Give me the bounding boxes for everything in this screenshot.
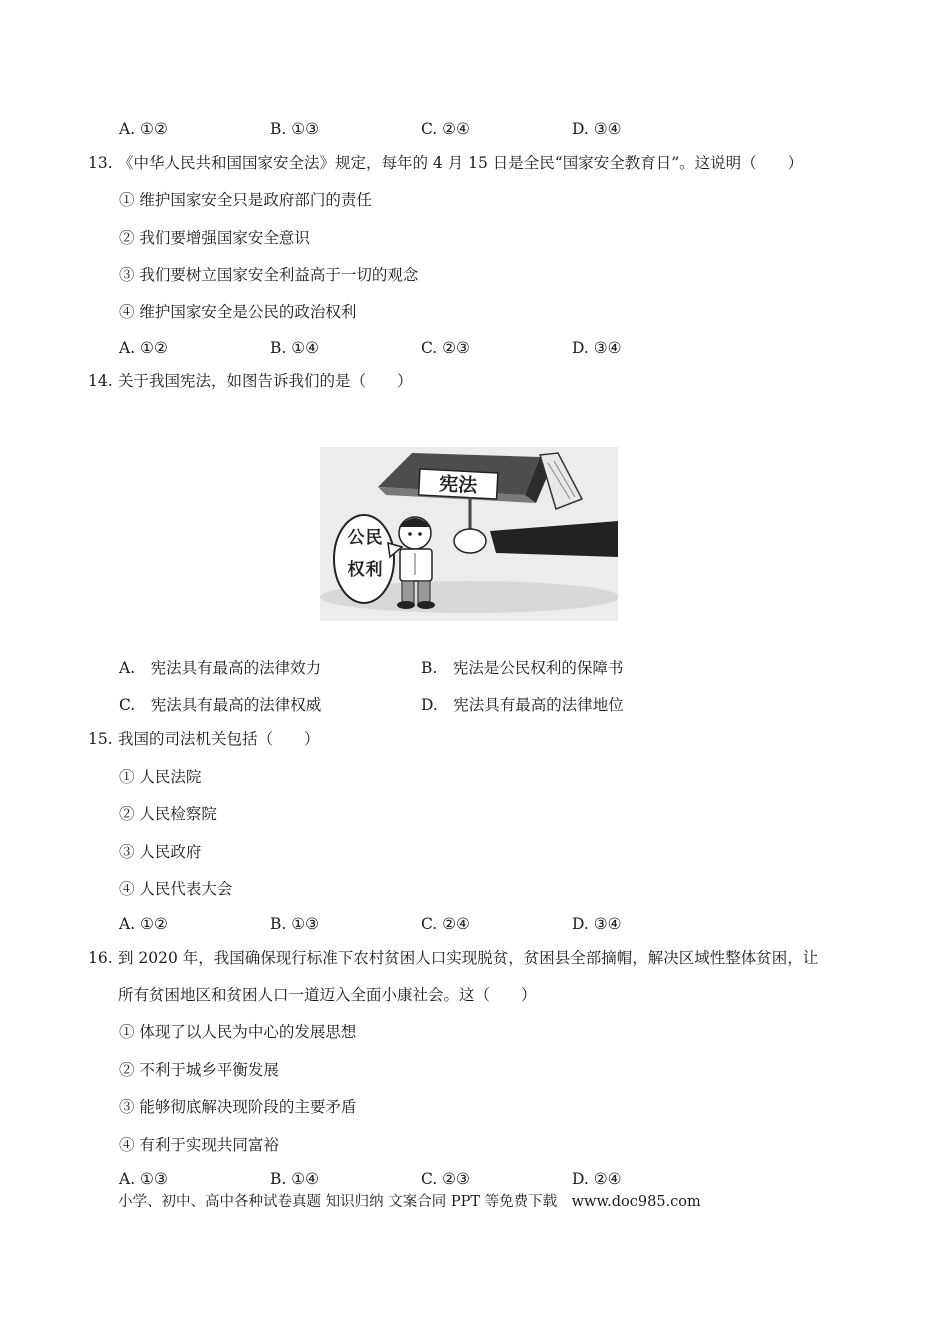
- q16-option-a: A. ①③: [119, 1170, 168, 1188]
- bubble-char-3: 权: [347, 560, 365, 580]
- bubble-char-2: 民: [365, 528, 383, 548]
- q13-item-4: ④ 维护国家安全是公民的政治权利: [119, 303, 357, 321]
- q14-option-a: A. 宪法具有最高的法律效力: [119, 659, 322, 677]
- q16-stem-line-1: 到 2020 年，我国确保现行标准下农村贫困人口实现脱贫，贫困县全部摘帽，解决区域性整体贫困，让: [118, 949, 819, 967]
- q15-stem: 我国的司法机关包括（ ）: [118, 730, 320, 748]
- q12-option-b: B. ①③: [270, 120, 320, 138]
- q16-option-b: B. ①④: [270, 1170, 320, 1188]
- q12-option-a: A. ①②: [119, 120, 168, 138]
- umbrella-text: 宪法: [438, 473, 478, 498]
- q12-option-c: C. ②④: [421, 120, 470, 138]
- q15-item-3: ③ 人民政府: [119, 843, 202, 861]
- q15-number: 15.: [88, 730, 113, 748]
- q16-item-1: ① 体现了以人民为中心的发展思想: [119, 1023, 357, 1041]
- q15-item-4: ④ 人民代表大会: [119, 880, 233, 898]
- q16-stem-line-2: 所有贫困地区和贫困人口一道迈入全面小康社会。这（ ）: [118, 986, 537, 1004]
- q14-option-b: B. 宪法是公民权利的保障书: [421, 659, 624, 677]
- q13-option-c: C. ②③: [421, 339, 470, 357]
- q14-option-d: D. 宪法具有最高的法律地位: [421, 696, 624, 714]
- q16-item-3: ③ 能够彻底解决现阶段的主要矛盾: [119, 1098, 357, 1116]
- page-footer: 小学、初中、高中各种试卷真题 知识归纳 文案合同 PPT 等免费下载 www.doc985.com: [118, 1194, 701, 1210]
- q16-option-d: D. ②④: [572, 1170, 622, 1188]
- q14-stem: 关于我国宪法，如图告诉我们的是（ ）: [118, 372, 413, 390]
- constitution-cartoon-image: [320, 447, 618, 621]
- bubble-char-1: 公: [347, 528, 365, 548]
- q13-option-b: B. ①④: [270, 339, 320, 357]
- q16-number: 16.: [88, 949, 113, 967]
- q16-item-2: ② 不利于城乡平衡发展: [119, 1061, 279, 1079]
- q14-number: 14.: [88, 372, 113, 390]
- q13-option-d: D. ③④: [572, 339, 622, 357]
- q15-option-b: B. ①③: [270, 915, 320, 933]
- q13-item-3: ③ 我们要树立国家安全利益高于一切的观念: [119, 266, 419, 284]
- q15-item-1: ① 人民法院: [119, 768, 202, 786]
- bubble-char-4: 利: [365, 560, 383, 580]
- q13-option-a: A. ①②: [119, 339, 168, 357]
- q13-number: 13.: [88, 154, 113, 172]
- q15-option-d: D. ③④: [572, 915, 622, 933]
- q13-item-2: ② 我们要增强国家安全意识: [119, 229, 310, 247]
- q15-item-2: ② 人民检察院: [119, 805, 217, 823]
- q13-stem: 《中华人民共和国国家安全法》规定，每年的 4 月 15 日是全民“国家安全教育日”。这说明（ ）: [118, 154, 804, 172]
- q16-option-c: C. ②③: [421, 1170, 470, 1188]
- q13-item-1: ① 维护国家安全只是政府部门的责任: [119, 191, 372, 209]
- q15-option-a: A. ①②: [119, 915, 168, 933]
- q15-option-c: C. ②④: [421, 915, 470, 933]
- q12-option-d: D. ③④: [572, 120, 622, 138]
- q16-item-4: ④ 有利于实现共同富裕: [119, 1136, 279, 1154]
- q14-option-c: C. 宪法具有最高的法律权威: [119, 696, 322, 714]
